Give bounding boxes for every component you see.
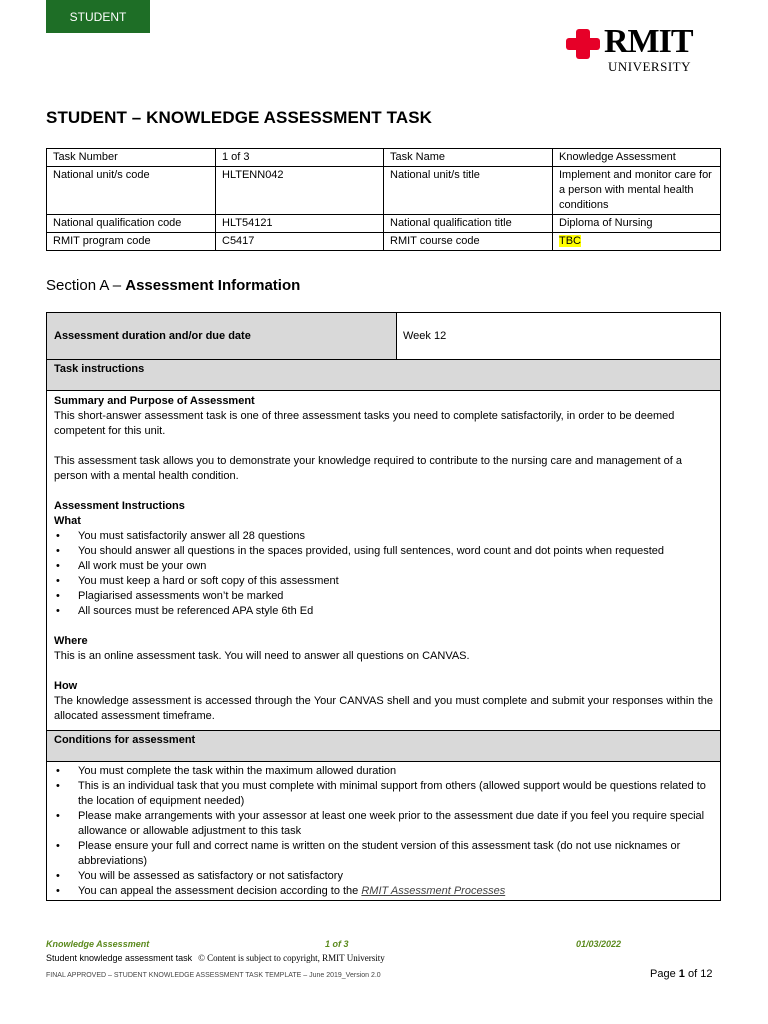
summary-paragraph: This assessment task allows you to demonstrate your knowledge required to contribute to the nursing care and management of a person with a mental health condition. [54,455,682,482]
footer-doc-type: Student knowledge assessment task [46,953,193,963]
table-cell: National qualification code [47,215,216,233]
list-item: • Plagiarised assessments won’t be marked [54,589,713,604]
table-row [47,215,721,233]
table-cell: RMIT course code [384,233,553,251]
footer-copyright: © Content is subject to copyright, RMIT University [198,953,385,963]
footer-template-note: FINAL APPROVED – STUDENT KNOWLEDGE ASSESSMENT TASK TEMPLATE – June 2019_Version 2.0 [46,972,381,979]
page-number [650,968,712,980]
table-row [47,233,721,251]
how-heading: How [54,680,78,692]
list-item: • All sources must be referenced APA style 6th Ed [54,604,713,619]
how-text: The knowledge assessment is accessed through the Your CANVAS shell and you must complete and submit your responses within the allocated assessment timeframe. [54,695,713,722]
table-cell: National qualification title [384,215,553,233]
list-item: • You will be assessed as satisfactory or not satisfactory [54,869,713,884]
section-heading [46,277,300,294]
table-cell: Task Name [384,149,553,167]
assessment-info-box [46,312,721,901]
footer-date: 01/03/2022 [576,939,622,949]
list-item: • All work must be your own [54,559,713,574]
page-word: Page [650,968,676,980]
what-list [54,529,713,619]
table-row [47,149,721,167]
page-total: 12 [700,968,713,980]
table-row [47,167,721,215]
list-item: • You must complete the task within the maximum allowed duration [54,764,713,779]
section-title: Assessment Information [125,277,301,294]
task-instructions-body [47,391,720,730]
list-item: • You must satisfactorily answer all 28 questions [54,529,713,544]
appeal-text: You can appeal the assessment decision according to the [78,885,362,897]
rmit-pixel-icon [566,29,600,59]
task-instructions-heading: Task instructions [47,360,720,391]
summary-heading: Summary and Purpose of Assessment [54,395,255,407]
list-item: • You should answer all questions in the spaces provided, using full sentences, word count and dot points when requested [54,544,713,559]
table-cell: 1 of 3 [216,149,384,167]
table-cell: HLTENN042 [216,167,384,215]
list-item [54,884,713,899]
table-cell: Implement and monitor care for a person with mental health conditions [553,167,721,215]
page-title: STUDENT – KNOWLEDGE ASSESSMENT TASK [46,108,433,127]
rmit-logo [566,23,706,75]
table-cell: Diploma of Nursing [553,215,721,233]
page-current: 1 [678,968,685,980]
task-info-table [46,148,721,251]
list-item: • Please make arrangements with your assessor at least one week prior to the assessment due date if you feel you require special allowance or allowable adjustment to this task [54,809,713,839]
rmit-assessment-processes-link[interactable]: RMIT Assessment Processes [361,885,506,897]
course-code-highlight: TBC [559,235,581,247]
table-cell [553,233,721,251]
list-item: • You must keep a hard or soft copy of this assessment [54,574,713,589]
table-cell: National unit/s code [47,167,216,215]
page-of: of [687,968,698,980]
table-cell: National unit/s title [384,167,553,215]
instructions-heading: Assessment Instructions [54,500,185,512]
section-prefix: Section A – [46,277,126,294]
table-cell: Knowledge Assessment [553,149,721,167]
table-cell: RMIT program code [47,233,216,251]
list-item: • This is an individual task that you must complete with minimal support from others (allowed support would be questions related to the location of equipment needed) [54,779,713,809]
table-cell: HLT54121 [216,215,384,233]
footer-line [46,953,385,963]
conditions-heading: Conditions for assessment [47,730,720,762]
table-cell: C5417 [216,233,384,251]
footer-doc-name: Knowledge Assessment [46,939,150,949]
logo-subtitle: UNIVERSITY [608,59,691,74]
where-text: This is an online assessment task. You will need to answer all questions on CANVAS. [54,650,470,662]
conditions-body [47,762,720,900]
where-heading: Where [54,635,88,647]
due-date-value: Week 12 [403,330,447,342]
what-heading: What [54,515,81,527]
table-cell: Task Number [47,149,216,167]
conditions-list [54,764,713,899]
list-item: • Please ensure your full and correct name is written on the student version of this assessment task (do not use nicknames or abbreviations) [54,839,713,869]
summary-paragraph: This short-answer assessment task is one of three assessment tasks you need to complete satisfactorily, in order to be deemed competent for this unit. [54,410,675,437]
logo-word: RMIT [604,23,693,60]
student-badge: STUDENT [46,0,150,33]
due-date-label: Assessment duration and/or due date [47,313,397,359]
footer-task-of: 1 of 3 [325,939,349,949]
due-date-row [47,313,720,360]
